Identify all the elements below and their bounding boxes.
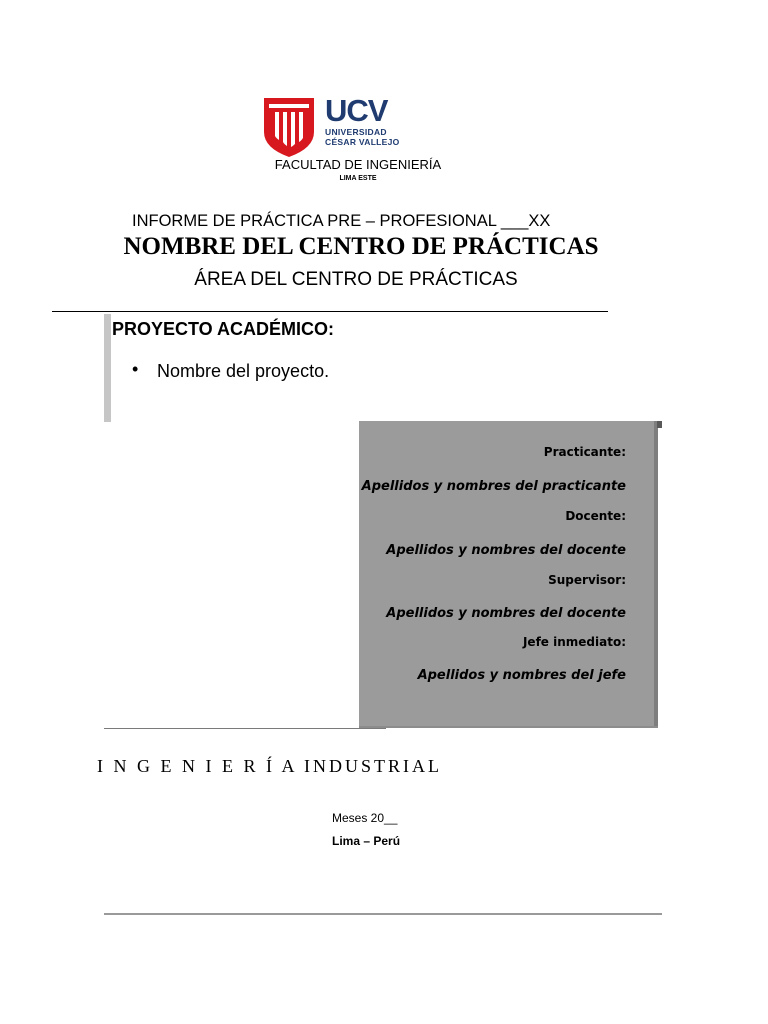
location: Lima – Perú	[332, 834, 401, 848]
middle-divider	[104, 728, 386, 729]
project-heading: PROYECTO ACADÉMICO:	[112, 319, 335, 339]
jefe-label: Jefe inmediato:	[522, 635, 626, 649]
ucv-shield-icon	[263, 96, 315, 158]
practicante-label: Practicante:	[543, 445, 626, 459]
supervisor-value: Apellidos y nombres del docente	[386, 606, 626, 621]
top-divider	[52, 311, 608, 312]
logo-line1: UNIVERSIDAD	[325, 127, 387, 137]
career-name: I N G E N I E R Í A INDUSTRIAL	[97, 756, 442, 776]
faculty-name: FACULTAD DE INGENIERÍA	[274, 157, 442, 172]
project-name: Nombre del proyecto.	[157, 361, 330, 381]
practice-center-area: ÁREA DEL CENTRO DE PRÁCTICAS	[194, 269, 518, 290]
ucv-logo	[263, 95, 403, 159]
date-months: Meses 20__	[332, 811, 398, 825]
supervisor-label: Supervisor:	[548, 573, 626, 587]
practicante-value: Apellidos y nombres del practicante	[361, 479, 626, 494]
report-title: INFORME DE PRÁCTICA PRE – PROFESIONAL ___XX	[132, 212, 551, 230]
logo-line2: CÉSAR VALLEJO	[325, 137, 400, 147]
campus-name: LIMA ESTE	[339, 175, 377, 182]
participants-box-bottom	[359, 726, 658, 728]
docente-value: Apellidos y nombres del docente	[386, 543, 626, 558]
bottom-divider	[104, 913, 662, 915]
project-accent-bar	[104, 314, 111, 422]
bullet-icon: •	[132, 359, 139, 379]
participants-box-shadow	[654, 421, 658, 726]
docente-label: Docente:	[565, 509, 626, 523]
participants-box-corner	[657, 421, 662, 428]
jefe-value: Apellidos y nombres del jefe	[417, 668, 626, 683]
practice-center-name: NOMBRE DEL CENTRO DE PRÁCTICAS	[123, 233, 599, 260]
logo-brand: UCV	[325, 93, 388, 128]
